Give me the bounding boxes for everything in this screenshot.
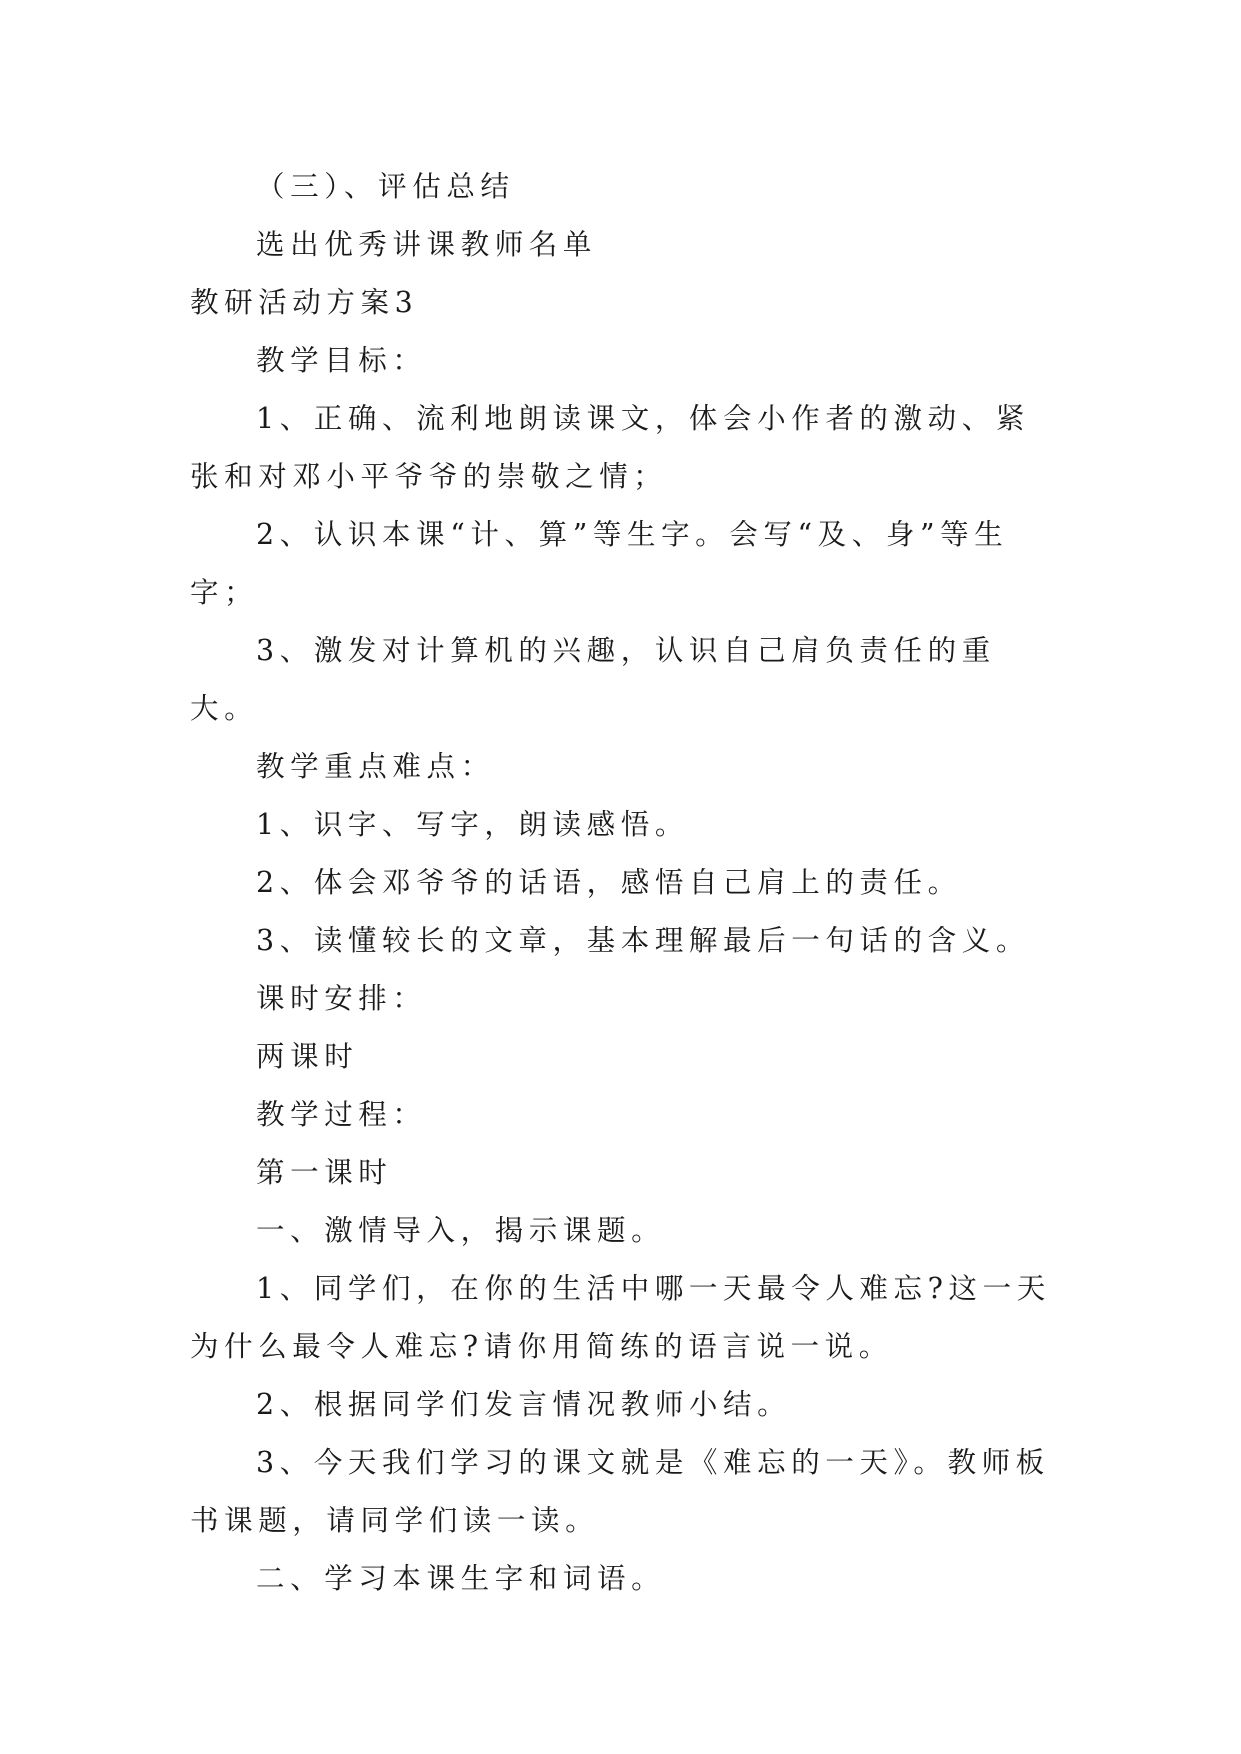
list-item: 3、激发对计算机的兴趣，认识自己肩负责任的重大。	[190, 634, 996, 725]
list-item: 2、根据同学们发言情况教师小结。	[256, 1388, 792, 1421]
step-heading: 二、学习本课生字和词语。	[256, 1562, 666, 1595]
section-heading-process: 教学过程：	[256, 1098, 427, 1131]
section-heading-key-points: 教学重点难点：	[256, 750, 495, 783]
list-item: 1、同学们，在你的生活中哪一天最令人难忘?这一天为什么最令人难忘?请你用简练的语言说一说。	[190, 1272, 1051, 1363]
section-heading-schedule: 课时安排：	[256, 982, 427, 1015]
list-item: 3、今天我们学习的课文就是《难忘的一天》。教师板书课题，请同学们读一读。	[190, 1446, 1050, 1537]
paragraph: 两课时	[256, 1040, 359, 1073]
document-title: 教研活动方案3	[190, 286, 419, 319]
list-item: 1、识字、写字，朗读感悟。	[256, 808, 689, 841]
section-heading-evaluation: （三）、评估总结	[256, 170, 515, 203]
list-item: 3、读懂较长的文章，基本理解最后一句话的含义。	[256, 924, 1030, 957]
paragraph: 选出优秀讲课教师名单	[256, 228, 598, 261]
step-heading: 一、激情导入，揭示课题。	[256, 1214, 666, 1247]
paragraph: 第一课时	[256, 1156, 393, 1189]
document-body	[190, 158, 1052, 1608]
list-item: 2、认识本课“计、算”等生字。会写“及、身”等生字；	[190, 518, 1009, 609]
section-heading-objectives: 教学目标：	[256, 344, 427, 377]
list-item: 2、体会邓爷爷的话语，感悟自己肩上的责任。	[256, 866, 962, 899]
list-item: 1、正确、流利地朗读课文，体会小作者的激动、紧张和对邓小平爷爷的崇敬之情；	[190, 402, 1030, 493]
